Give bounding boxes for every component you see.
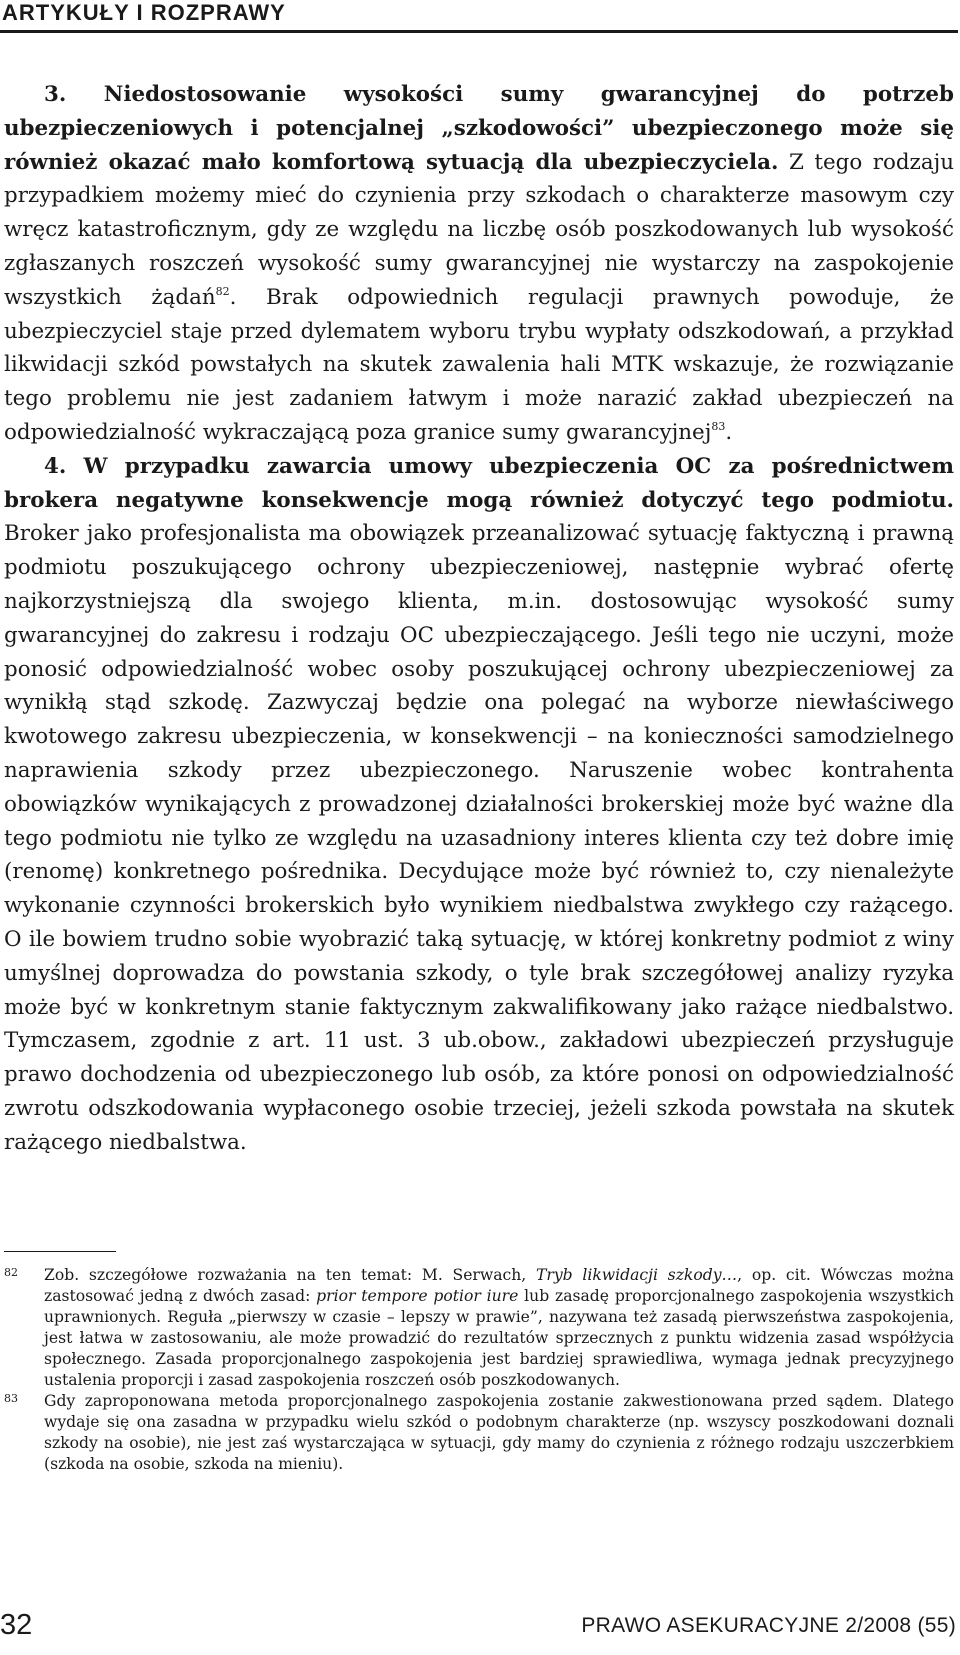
footnote-number: 83: [4, 1392, 18, 1405]
footnote-83-text: Gdy zaproponowana metoda proporcjonalnego zaspokojenia zostanie zakwestionowana przed sądem. Dlatego wydaje się ona zasadna w przypadku wielu szkód o podobnym charakterze (np. wszyscy poszkodowani doznali szkody na osobie), nie jest zaś wystarczająca w sytuacji, gdy mamy do czynienia z różnego rodzaju uszczerbkiem (szkoda na osobie, szkoda na mieniu).: [44, 1392, 954, 1473]
header-rule: [0, 30, 958, 33]
paragraph-4-text: Broker jako profesjonalista ma obowiązek przeanalizować sytuację faktyczną i prawną podmiotu poszukującego ochrony ubezpieczeniowej, następnie wybrać ofertę najkorzystniejszą dla swojego klienta, m.in. dostosowując wysokość sumy gwarancyjnej do zakresu i rodzaju OC ubezpieczającego. Jeśli tego nie uczyni, może ponosić odpowiedzialność wobec osoby poszukującej ochrony ubezpieczeniowej za wynikłą stąd szkodę. Zazwyczaj będzie ona polegać na wyborze niewłaściwego kwotowego zakresu ubezpieczenia, w konsekwencji – na konieczności samodzielnego naprawienia szkody przez ubezpieczonego. Naruszenie wobec kontrahenta obowiązków wynikających z prowadzonej działalności brokerskiej może być ważne dla tego podmiotu nie tylko ze względu na uzasadniony interes klienta czy też dobre imię (renomę) konkretnego pośrednika. Decydujące może być również to, czy nienależyte wykonanie czynności brokerskich było wynikiem niedbalstwa zwykłego czy rażącego. O ile bowiem trudno sobie wyobrazić taką sytuację, w której konkretny podmiot z winy umyślnej doprowadza do powstania szkody, o tyle brak szczegółowej analizy ryzyka może być w konkretnym stanie faktycznym zakwalifikowany jako rażące niedbalstwo. Tymczasem, zgodnie z art. 11 ust. 3 ub.obow., zakładowi ubezpieczeń przysługuje prawo dochodzenia od ubezpieczonego lub osób, za które ponosi on odpowiedzialność zwrotu odszkodowania wypłaconego osobie trzeciej, jeżeli szkoda powstała na skutek rażącego niedbalstwa.: [4, 521, 954, 1155]
paragraph-4-lead: 4. W przypadku zawarcia umowy ubezpieczenia OC za pośrednictwem brokera negatywne konsekwencje mogą również dotyczyć tego podmiotu.: [4, 453, 954, 513]
footnote-82-text-b: , op. cit. Wówczas można zastosować jedną z dwóch zasad:: [44, 1266, 954, 1305]
footnote-82-text-a: Zob. szczegółowe rozważania na ten temat: M. Serwach,: [44, 1266, 536, 1284]
footnote-82: [4, 1265, 954, 1391]
footnote-82-italic-b: prior tempore potior iure: [316, 1287, 519, 1305]
footnotes: [4, 1265, 954, 1475]
footnote-rule: [4, 1251, 116, 1252]
footnote-82-text-c: lub zasadę proporcjonalnego zaspokojenia wszystkich uprawnionych. Reguła „pierwszy w czasie – lepszy w prawie”, nazywana też zasadą pierwszeństwa zaspokojenia, jest łatwa w zastosowaniu, ale może prowadzić do rezultatów sprzecznych z punktu widzenia zasad współżycia społecznego. Zasada proporcjonalnego zaspokojenia jest bardziej sprawiedliwa, wymaga jednak precyzyjnego ustalenia proporcji i zasad zaspokojenia roszczeń osób poszkodowanych.: [44, 1287, 954, 1389]
footnote-83: [4, 1391, 954, 1475]
footnote-number: 82: [4, 1266, 18, 1279]
page-number: 32: [0, 1609, 33, 1641]
paragraph-4: [4, 450, 954, 1160]
paragraph-3: [4, 78, 954, 450]
paragraph-3-text-1: Z tego rodzaju przypadkiem możemy mieć do czynienia przy szkodach o charakterze masowym czy wręcz katastroficznym, gdy ze względu na liczbę osób poszkodowanych lub wysokość zgłaszanych roszczeń wysokość sumy gwarancyjnej nie wystarczy na zaspokojenie wszystkich żądań: [4, 149, 954, 310]
paragraph-3-text-2: . Brak odpowiednich regulacji prawnych powoduje, że ubezpieczyciel staje przed dylematem wyboru trybu wypłaty odszkodowań, a przykład likwidacji szkód powstałych na skutek zawalenia hali MTK wskazuje, że rozwiązanie tego problemu nie jest zadaniem łatwym i może narazić zakład ubezpieczeń na odpowiedzialność wykraczającą poza granice sumy gwarancyjnej: [4, 284, 954, 445]
journal-footer: PRAWO ASEKURACYJNE 2/2008 (55): [581, 1614, 956, 1637]
footnote-82-italic-a: Tryb likwidacji szkody…: [535, 1266, 738, 1284]
footnote-ref-82: 82: [215, 284, 230, 298]
section-header: ARTYKUŁY I ROZPRAWY: [2, 0, 286, 25]
footnote-ref-83: 83: [711, 419, 726, 433]
article-body: [4, 78, 954, 1160]
paragraph-3-lead: 3. Niedostosowanie wysokości sumy gwarancyjnej do potrzeb ubezpieczeniowych i potencjalnej „szkodowości” ubezpieczonego może się również okazać mało komfortową sytuacją dla ubezpieczyciela.: [4, 82, 954, 175]
paragraph-3-text-3: .: [725, 419, 733, 445]
